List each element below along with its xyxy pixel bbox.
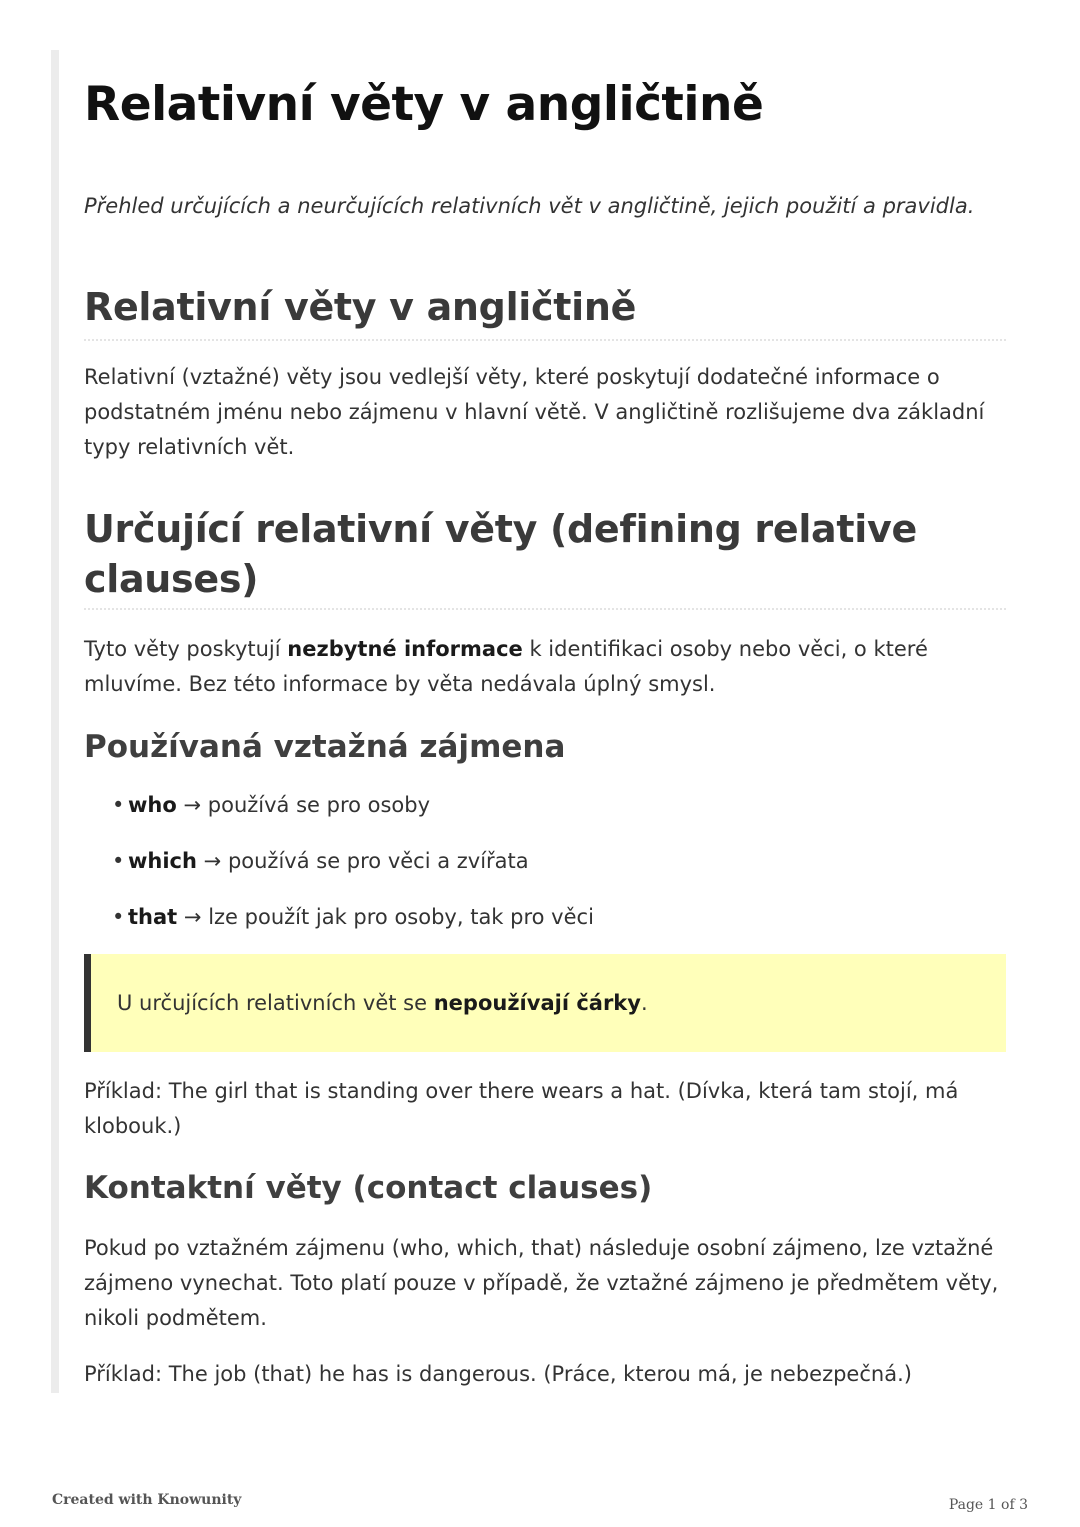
list-item <box>84 899 1006 955</box>
note-text <box>117 987 648 1019</box>
defining-example: Příklad: The girl that is standing over there wears a hat. (Dívka, která tam stojí, má klobouk.) <box>84 1079 959 1138</box>
arrow-icon: → <box>183 793 202 817</box>
highlight-note <box>84 954 1006 1052</box>
pronoun-desc: používá se pro věci a zvířata <box>227 849 529 873</box>
intro-paragraph: Relativní (vztažné) věty jsou vedlejší věty, které poskytují dodatečné informace o podstatném jménu nebo zájmenu v hlavní větě. V angličtině rozlišujeme dva základní typy relativních vět. <box>84 365 985 459</box>
pronoun-list <box>84 787 1006 955</box>
subheading-contact-clauses: Kontaktní věty (contact clauses) <box>84 1170 653 1206</box>
subheading-pronouns: Používaná vztažná zájmena <box>84 729 566 765</box>
pronoun-term: who <box>128 793 177 817</box>
pronoun-term: that <box>128 905 178 929</box>
list-item <box>84 843 1006 899</box>
footer-page-number: Page 1 of 3 <box>948 1497 1028 1513</box>
page-title: Relativní věty v angličtině <box>84 77 764 132</box>
note-text-after: . <box>640 991 648 1015</box>
page-subtitle: Přehled určujících a neurčujících relativních vět v angličtině, jejich použití a pravidla. <box>84 194 975 218</box>
section-heading-defining: Určující relativní věty (defining relative clauses) <box>84 504 1006 610</box>
arrow-icon: → <box>183 905 202 929</box>
defining-paragraph <box>84 632 1006 702</box>
section-heading-intro: Relativní věty v angličtině <box>84 283 1006 341</box>
contact-paragraph: Pokud po vztažném zájmenu (who, which, that) následuje osobní zájmeno, lze vztažné zájmeno vynechat. Toto platí pouze v případě, že vztažné zájmeno je předmětem věty, nikoli podmětem. <box>84 1236 999 1330</box>
bullet-icon: • <box>112 849 125 873</box>
pronoun-desc: používá se pro osoby <box>207 793 431 817</box>
defining-text-before: Tyto věty poskytují <box>84 637 288 661</box>
contact-example: Příklad: The job (that) he has is dangerous. (Práce, kterou má, je nebezpečná.) <box>84 1362 912 1386</box>
arrow-icon: → <box>203 849 222 873</box>
note-text-before: U určujících relativních vět se <box>117 991 434 1015</box>
left-accent-bar <box>51 50 59 1393</box>
bullet-icon: • <box>112 793 125 817</box>
bullet-icon: • <box>112 905 125 929</box>
list-item <box>84 787 1006 843</box>
defining-text-after: k identifikaci osoby nebo věci, o které mluvíme. Bez této informace by věta nedávala úplný smysl. <box>84 637 928 696</box>
footer-created-with: Created with Knowunity <box>52 1492 242 1508</box>
defining-text-bold: nezbytné informace <box>287 637 523 661</box>
pronoun-term: which <box>128 849 197 873</box>
pronoun-desc: lze použít jak pro osoby, tak pro věci <box>208 905 594 929</box>
note-text-bold: nepoužívají čárky <box>433 991 641 1015</box>
